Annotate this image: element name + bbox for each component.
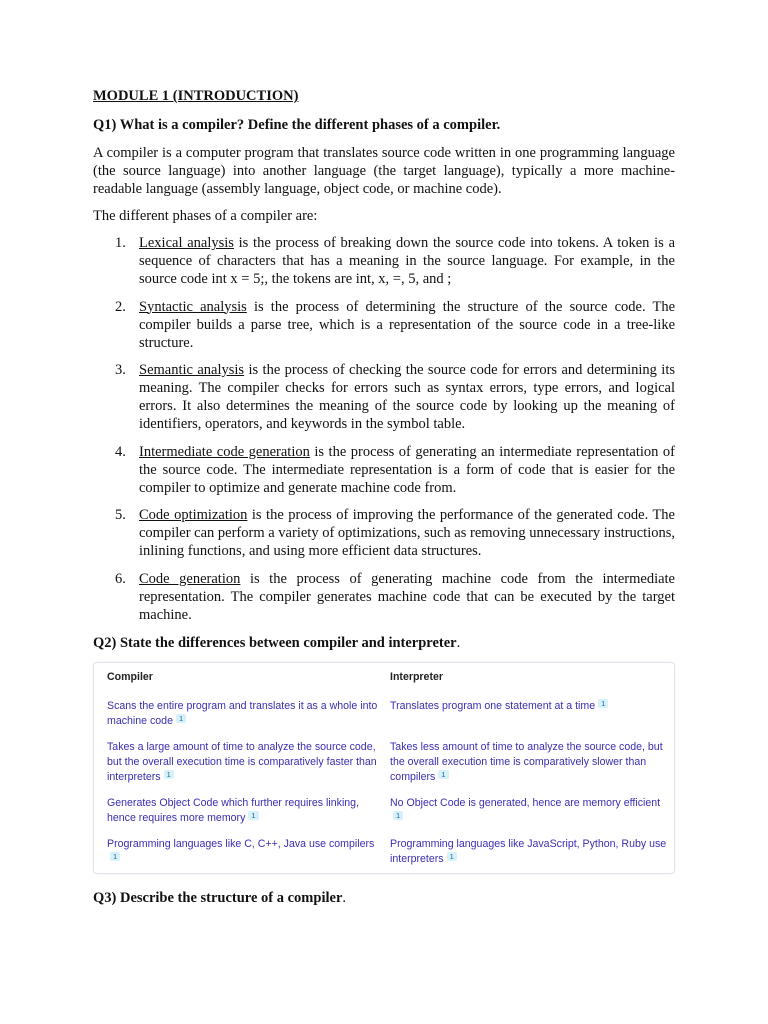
table-cell [384,694,674,735]
list-number: 6. [115,570,126,587]
table-cell [94,791,384,832]
citation-badge[interactable]: 1 [176,714,186,723]
citation-badge[interactable]: 1 [164,770,174,779]
table-row [94,832,674,873]
phase-description: is the process of determining the structure of the source code. The compiler builds a parse tree, which is a representation of the source code in a tree-like structure. [139,298,676,351]
list-item [93,443,675,497]
table-cell [94,832,384,873]
question-2 [93,633,675,653]
phase-description: is the process of breaking down the source code into tokens. A token is a sequence of characters that has a meaning in the source language. For example, in the source code int x = 5;, the tokens are int, x, =, 5, and ; [139,235,675,287]
citation-badge[interactable]: 1 [598,699,608,708]
table-cell [94,735,384,791]
module-title: MODULE 1 (INTRODUCTION) [93,88,299,104]
document-page [93,86,675,917]
question-1: Q1) What is a compiler? Define the different phases of a compiler. [93,117,501,133]
phase-term: Syntactic analysis [139,298,247,315]
phase-description: is the process of generating an intermediate representation of the source code. The intermediate representation is a form of code that is easier for the compiler to optimize and generate machine code from. [139,443,675,496]
cell-text: Scans the entire program and translates it as a whole into machine code [107,700,378,727]
list-item [93,506,675,560]
question-3 [93,888,675,908]
question-2-text: Q2) State the differences between compiler and interpreter [93,635,457,651]
table-row [94,694,674,735]
phase-description: is the process of generating machine code from the intermediate representation. The compiler generates machine code that can be executed by the target machine. [139,570,675,623]
phase-term: Intermediate code generation [139,443,310,460]
phase-term: Code optimization [139,507,248,523]
citation-badge[interactable]: 1 [248,811,258,820]
table-cell [384,791,674,832]
list-number: 1. [115,235,126,251]
citation-badge[interactable]: 1 [438,770,448,779]
question-3-text: Q3) Describe the structure of a compiler [93,890,343,906]
list-item [93,361,675,433]
question-2-period: . [456,635,461,651]
phases-list [93,234,675,624]
phases-intro: The different phases of a compiler are: [93,208,318,224]
comparison-table [93,662,675,874]
table-row [94,791,674,832]
phase-term: Semantic analysis [139,362,245,378]
cell-text: Programming languages like JavaScript, Python, Ruby use interpreters [390,838,667,865]
list-item [93,234,675,288]
column-header-interpreter: Interpreter [390,671,443,683]
citation-badge[interactable]: 1 [393,811,403,820]
phase-description: is the process of checking the source code for errors and determining its meaning. The compiler checks for errors such as syntax errors, type errors, and logical errors. It also determines the meaning of the source code by looking up the meaning of identifiers, operators, and keywords in the symbol table. [139,362,675,432]
list-item [93,298,675,352]
question-3-period: . [342,890,347,906]
phase-term: Code generation [139,570,241,587]
table-cell [94,694,384,735]
table-row [94,735,674,791]
citation-badge[interactable]: 1 [447,852,457,861]
compiler-definition: A compiler is a computer program that translates source code written in one programming language (the source language) into another language (the target language), typically a more machine-readable language (assembly language, object code, or machine code). [93,145,675,197]
list-item [93,570,675,624]
list-number: 4. [115,443,126,460]
phase-description: is the process of improving the performance of the generated code. The compiler can perform a variety of optimizations, such as removing unnecessary instructions, inlining functions, and using more efficient data structures. [139,507,675,559]
citation-badge[interactable]: 1 [110,852,120,861]
cell-text: Generates Object Code which further requires linking, hence requires more memory [107,797,360,824]
cell-text: Takes less amount of time to analyze the source code, but the overall execution time is comparatively slower than compilers [390,741,663,783]
phase-term: Lexical analysis [139,235,234,251]
cell-text: Takes a large amount of time to analyze the source code, but the overall execution time is comparatively faster than interpreters [107,741,377,783]
table-cell [384,735,674,791]
column-header-compiler: Compiler [107,671,153,683]
cell-text: Programming languages like C, C++, Java use compilers [107,838,375,850]
list-number: 2. [115,298,126,315]
table-cell [384,832,674,873]
table-header-row [94,663,674,694]
cell-text: Translates program one statement at a time [390,700,596,712]
cell-text: No Object Code is generated, hence are memory efficient [390,797,661,809]
list-number: 5. [115,507,126,523]
list-number: 3. [115,362,126,378]
